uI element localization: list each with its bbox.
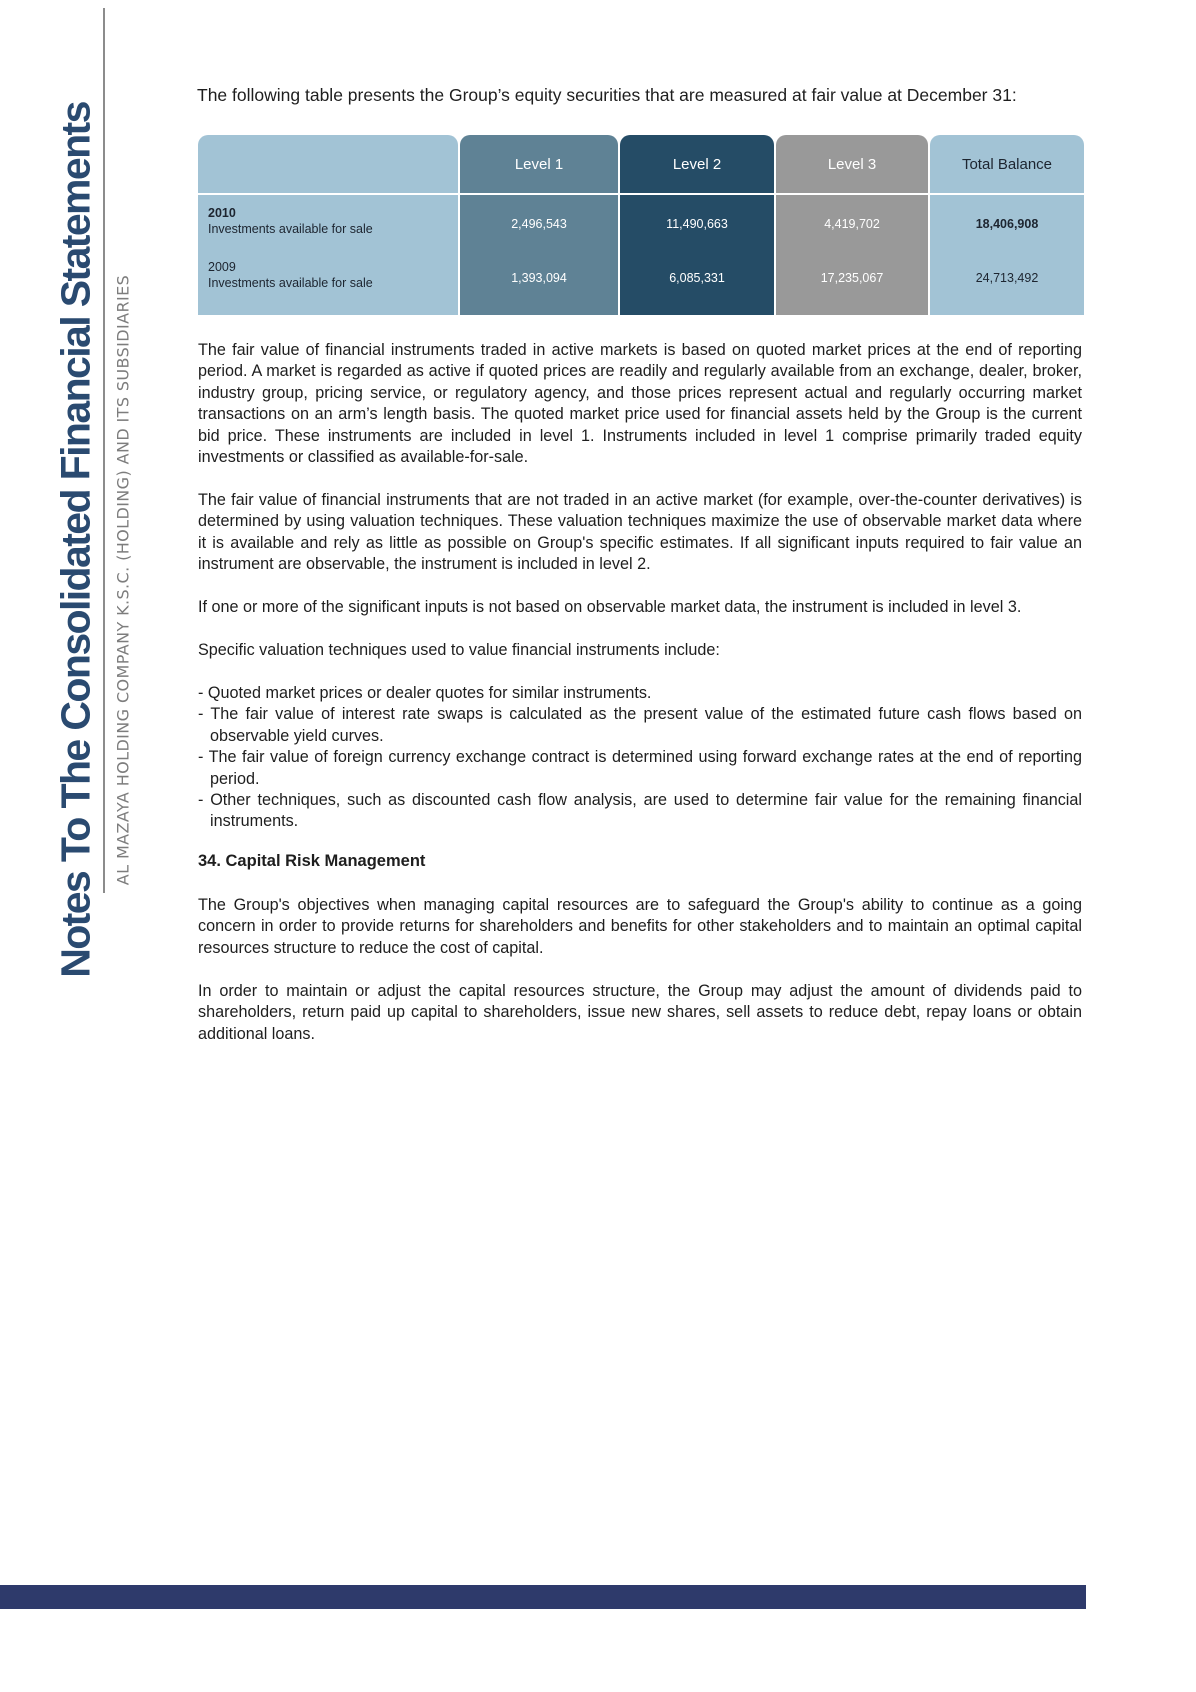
list-item: - Quoted market prices or dealer quotes for similar instruments. xyxy=(198,684,652,702)
header-divider xyxy=(460,193,618,195)
level2-header: Level 2 xyxy=(672,155,722,173)
level1-header: Level 1 xyxy=(514,155,564,173)
capital-paragraph-1: The Group's objectives when managing capital resources are to safeguard the Group's ability to continue as a going concern in order to provide returns for shareholders and benefits for other stakeholders and to maintain an optimal capital resources structure to reduce the cost of capital. xyxy=(198,896,1082,957)
level3-2010: 4,419,702 xyxy=(824,217,880,231)
section-heading: 34. Capital Risk Management xyxy=(198,852,426,870)
list-item: - Other techniques, such as discounted cash flow analysis, are used to determine fair value for the remaining financial instruments. xyxy=(198,791,1082,831)
total-2010: 18,406,908 xyxy=(975,217,1039,231)
label-header xyxy=(198,135,458,193)
capital-paragraph-2: In order to maintain or adjust the capital resources structure, the Group may adjust the amount of dividends paid to shareholders, return paid up capital to shareholders, issue new shares, sell assets to reduce debt, repay loans or obtain additional loans. xyxy=(198,982,1082,1043)
sidebar-title: Notes To The Consolidated Financial Statements xyxy=(52,102,99,978)
list-item: - The fair value of foreign currency exchange contract is determined using forward exchange rates at the end of reporting period. xyxy=(198,748,1082,788)
sidebar-subtitle: AL MAZAYA HOLDING COMPANY K.S.C. (HOLDING) AND ITS SUBSIDIARIES xyxy=(113,274,133,886)
level2-2010: 11,490,663 xyxy=(666,217,728,231)
header-divider xyxy=(776,193,928,195)
level3-2009: 17,235,067 xyxy=(820,271,884,285)
row-label-2010 xyxy=(208,205,373,237)
row-year: 2009 xyxy=(208,260,236,274)
level3-column xyxy=(776,135,928,315)
techniques-list xyxy=(198,683,1082,833)
table-intro: The following table presents the Group’s equity securities that are measured at fair value at December 31: xyxy=(197,85,1017,105)
level3-header: Level 3 xyxy=(827,155,877,173)
sidebar-divider xyxy=(103,8,105,893)
level1-2009: 1,393,094 xyxy=(511,271,567,285)
row-description: Investments available for sale xyxy=(208,276,373,290)
label-column xyxy=(198,135,458,315)
level2-2009: 6,085,331 xyxy=(669,271,725,285)
header-divider xyxy=(620,193,774,195)
paragraph-level2: The fair value of financial instruments that are not traded in an active market (for example, over-the-counter derivatives) is determined by using valuation techniques. These valuation techniques maximize the use of observable market data where it is available and rely as little as possible on Group's specific estimates. If all significant inputs required to fair value an instrument are observable, the instrument is included in level 2. xyxy=(198,491,1082,574)
total-column xyxy=(930,135,1084,315)
paragraph-level1: The fair value of financial instruments traded in active markets is based on quoted market prices at the end of reporting period. A market is regarded as active if quoted prices are readily and regularly available from an exchange, dealer, broker, industry group, pricing service, or regulatory agency, and those prices represent actual and regularly occurring market transactions on an arm’s length basis. The quoted market price used for financial assets held by the Group is the current bid price. These instruments are included in level 1. Instruments included in level 1 comprise primarily traded equity investments or classified as available-for-sale. xyxy=(198,341,1082,467)
fair-value-table xyxy=(198,135,1084,315)
level1-2010: 2,496,543 xyxy=(511,217,567,231)
paragraph-level3: If one or more of the significant inputs is not based on observable market data, the instrument is included in level 3. xyxy=(198,598,1022,616)
footer-bar xyxy=(0,1585,1086,1609)
level2-column xyxy=(620,135,774,315)
row-label-2009 xyxy=(208,259,373,291)
level1-column xyxy=(460,135,618,315)
header-divider xyxy=(930,193,1084,195)
list-item: - The fair value of interest rate swaps is calculated as the present value of the estimated future cash flows based on observable yield curves. xyxy=(198,705,1082,745)
row-description: Investments available for sale xyxy=(208,222,373,236)
header-divider xyxy=(198,193,458,195)
paragraph-techniques-intro: Specific valuation techniques used to value financial instruments include: xyxy=(198,641,720,659)
total-2009: 24,713,492 xyxy=(975,271,1039,285)
row-year: 2010 xyxy=(208,206,236,220)
total-header: Total Balance xyxy=(961,155,1053,173)
